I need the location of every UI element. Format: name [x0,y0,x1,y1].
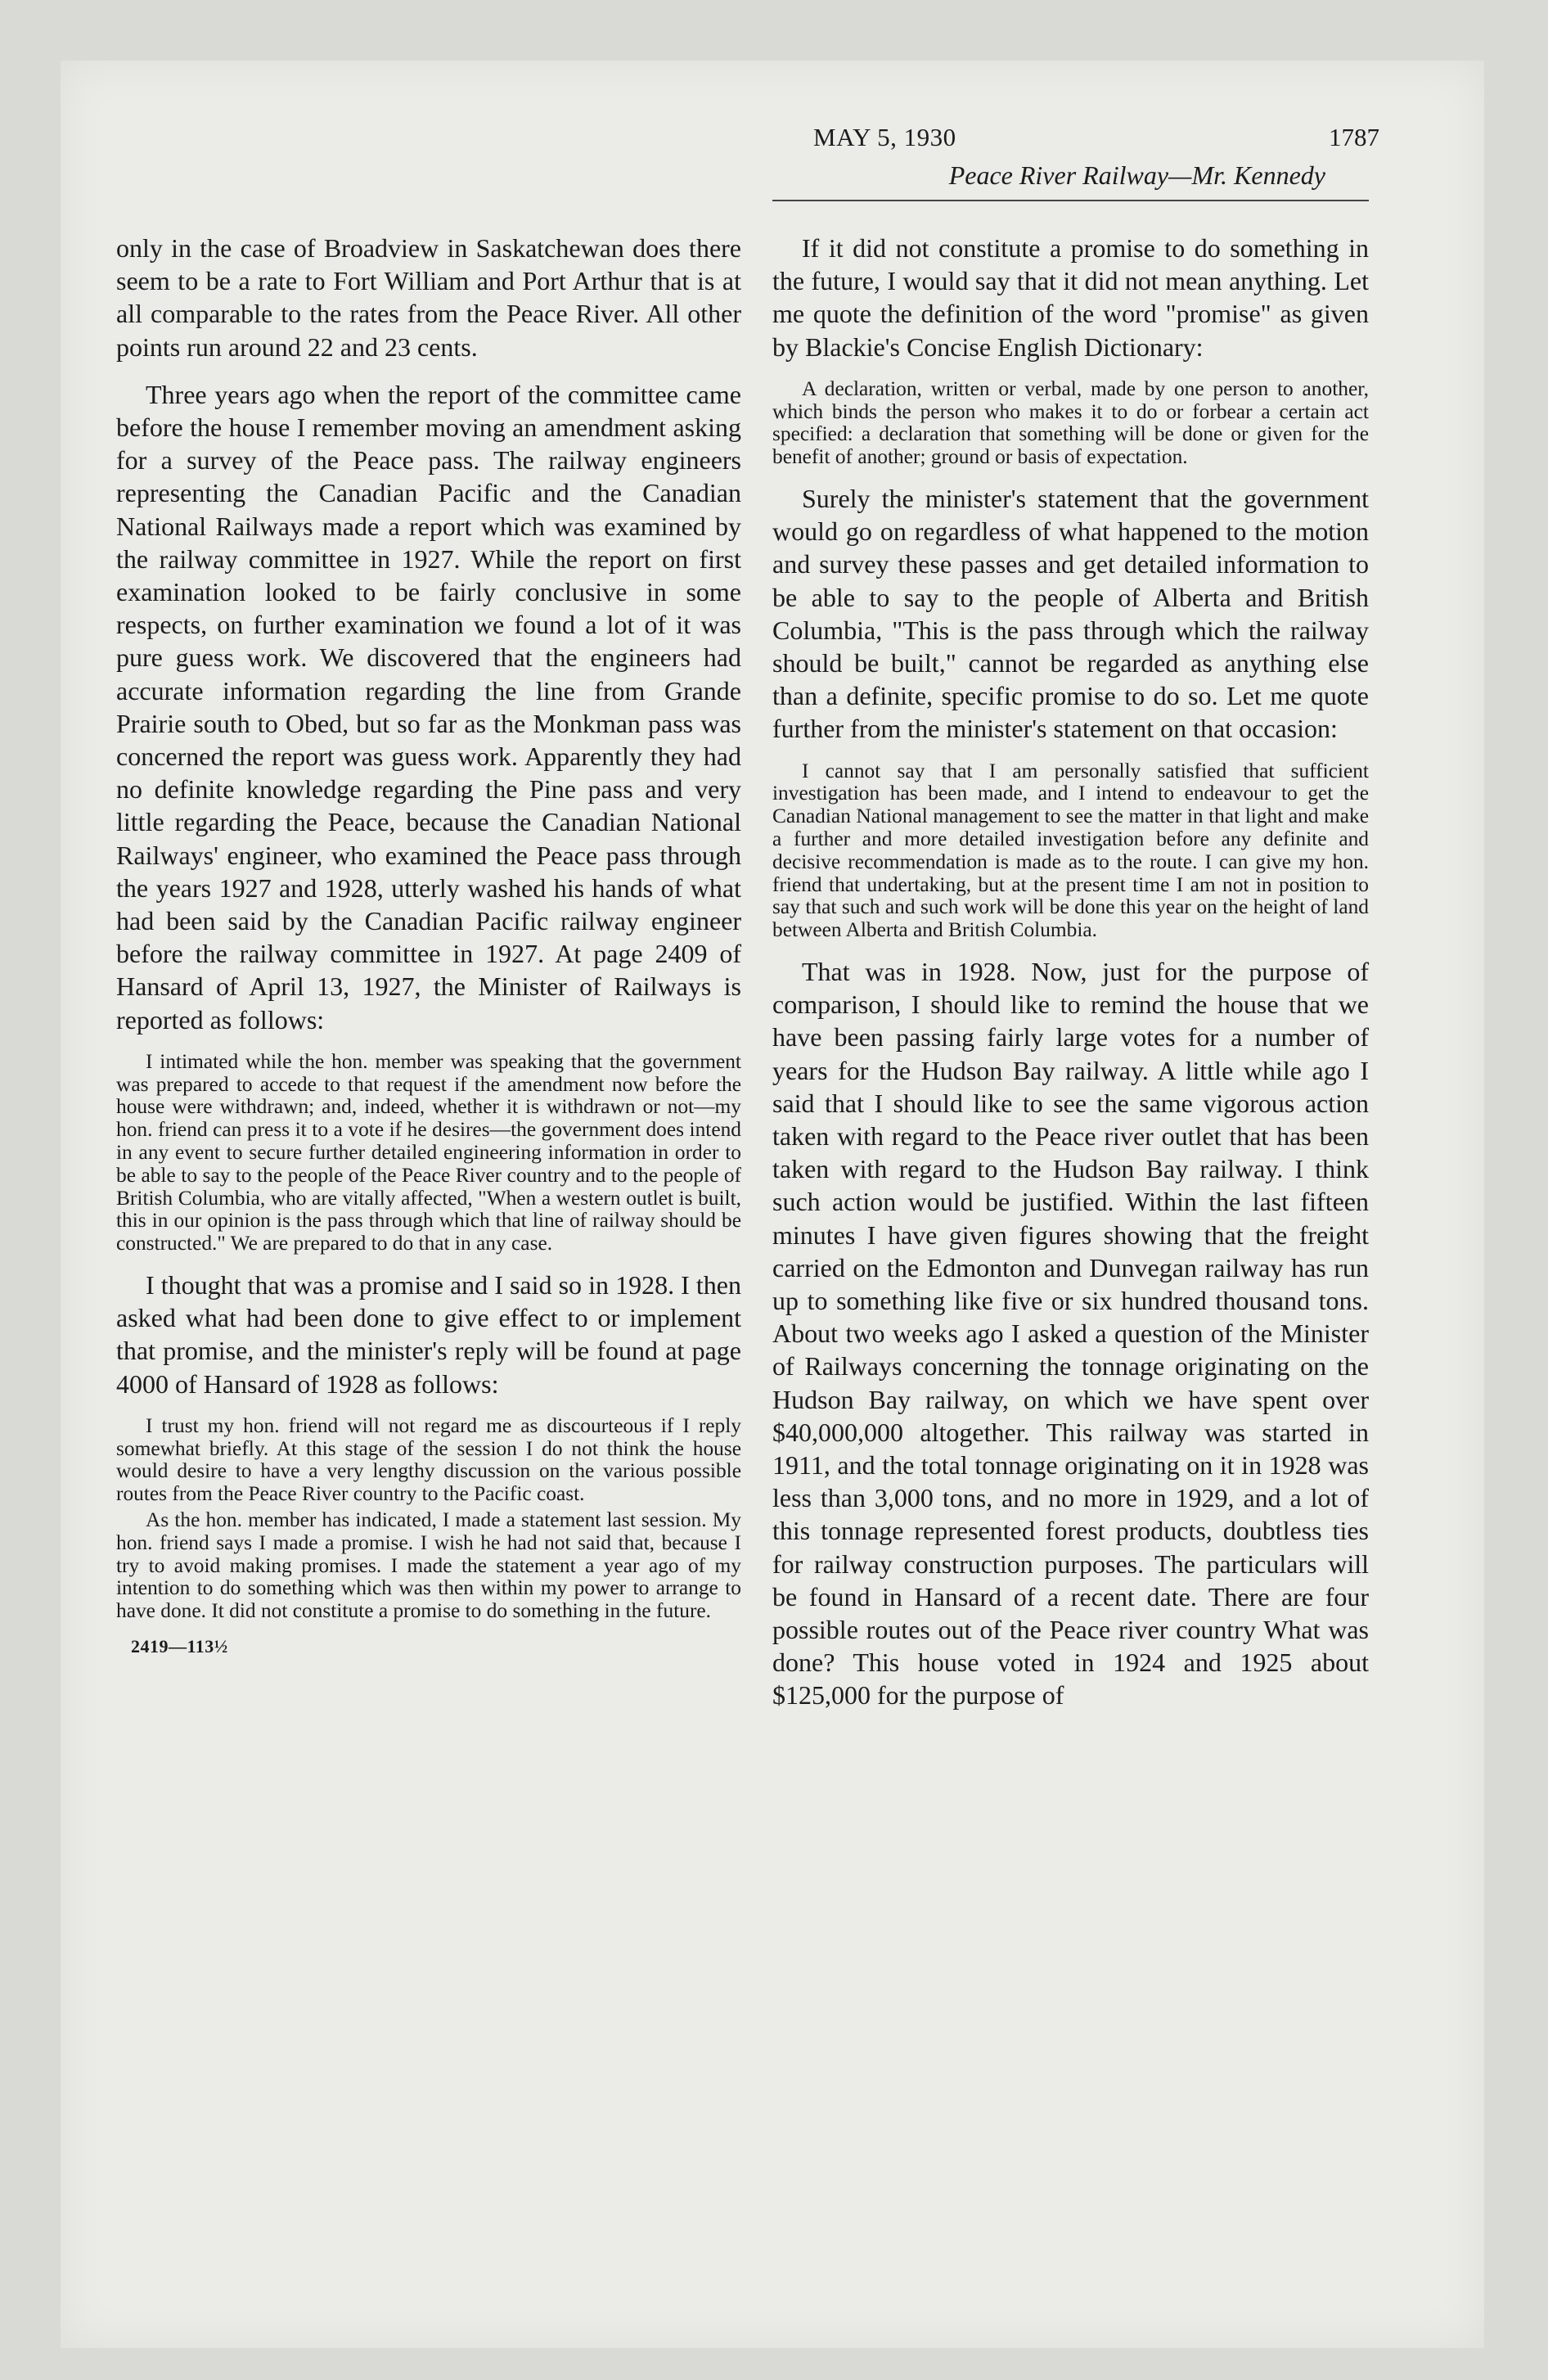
paragraph: I thought that was a promise and I said so in 1928. I then asked what had been done to give effect to or implement that promise, and the minister's reply will be found at page 4000 of Hansard of 1928 as follows: [116,1270,741,1399]
page-subtitle: Peace River Railway—Mr. Kennedy [948,160,1325,190]
block-quote: As the hon. member has indicated, I made a statement last session. My hon. friend says I made a promise. I wish he had not said that, because I try to avoid making promises. I made the statement a year ago of my intention to do something which was then within my power to arrange to have done. It did not constitute a promise to do something in the future. [116,1508,741,1623]
paragraph: Surely the minister's statement that the government would go on regardless of what happened to the motion and survey these passes and get detailed information to be able to say to the people of Alberta and British Columbia, "This is the pass through which the railway should be built," cannot be regarded as anything else than a definite, specific promise to do so. Let me quote further from the minister's statement on that occasion: [772,484,1369,744]
page-number: 1787 [1329,123,1379,151]
page-date: MAY 5, 1930 [813,123,956,151]
header-rule [772,200,1369,201]
block-quote: A declaration, written or verbal, made by one person to another, which binds the person who makes it to do or forbear a certain act specified: a declaration that something will be done or given for the benefit of another; ground or basis of expectation. [772,376,1369,469]
paragraph: If it did not constitute a promise to do something in the future, I would say that it did not mean anything. Let me quote the definition of the word "promise" as given by Blackie's Concise English Dictionary: [772,233,1369,362]
block-quote: I trust my hon. friend will not regard me as discourteous if I reply somewhat briefly. At this stage of the session I do not think the house would desire to have a very lengthy discussion on the various possible routes from the Peace River country to the Pacific coast. [116,1413,741,1506]
block-quote: I cannot say that I am personally satisfied that sufficient investigation has been made, and I intend to endeavour to get the Canadian National management to see the matter in that light and make a further and more detailed investigation before any definite and decisive recommendation is made as to the route. I can give my hon. friend that undertaking, but at the present time I am not in position to say that such and such work will be done this year on the height of land between Alberta and British Columbia. [772,759,1369,942]
paragraph: only in the case of Broadview in Saskatchewan does there seem to be a rate to Fort William and Port Arthur that is at all comparable to the rates from the Peace River. All other points run around 22 and 23 cents. [116,233,741,362]
right-column [772,232,1369,1727]
paragraph: Three years ago when the report of the committee came before the house I remember moving an amendment asking for a survey of the Peace pass. The railway engineers representing the Canadian Pacific and the Canadian National Railways made a report which was examined by the railway committee in 1927. While the report on first examination looked to be fairly conclusive in some respects, on further examination we found a lot of it was pure guess work. We discovered that the engineers had accurate information regarding the line from Grande Prairie south to Obed, but so far as the Monkman pass was concerned the report was guess work. Apparently they had no definite knowledge regarding the Pine pass and very little regarding the Peace, because the Canadian National Railways' engineer, who examined the Peace pass through the years 1927 and 1928, utterly washed his hands of what had been said by the Canadian Pacific railway engineer before the railway committee in 1927. At page 2409 of Hansard of April 13, 1927, the Minister of Railways is reported as follows: [116,379,741,1034]
footer-code: 2419—113½ [131,1636,228,1657]
block-quote: I intimated while the hon. member was speaking that the government was prepared to accede to that request if the amendment now before the house were withdrawn; and, indeed, whether it is withdrawn or not—my hon. friend can press it to a vote if he desires—the government does intend in any event to secure further detailed engineering information in order to be able to say to the people of the Peace River country and to the people of British Columbia, who are vitally affected, "When a western outlet is built, this in our opinion is the pass through which that line of railway should be constructed." We are prepared to do that in any case. [116,1049,741,1255]
left-column [116,232,741,1657]
paragraph: That was in 1928. Now, just for the purpose of comparison, I should like to remind the house that we have been passing fairly large votes for a number of years for the Hudson Bay railway. A little while ago I said that I should like to see the same vigorous action taken with regard to the Peace river outlet that has been taken with regard to the Hudson Bay railway. I think such action would be justified. Within the last fifteen minutes I have given figures showing that the freight carried on the Edmonton and Dunvegan railway has run up to something like five or six hundred thousand tons. About two weeks ago I asked a question of the Minister of Railways concerning the tonnage originating on the Hudson Bay railway, on which we have spent over $40,000,000 altogether. This railway was started in 1911, and the total tonnage originating on it in 1928 was less than 3,000 tons, and no more in 1929, and a lot of this tonnage represented forest products, doubtless ties for railway construction purposes. The particulars will be found in Hansard of a recent date. There are four possible routes out of the Peace river country What was done? This house voted in 1924 and 1925 about $125,000 for the purpose of [772,957,1369,1711]
